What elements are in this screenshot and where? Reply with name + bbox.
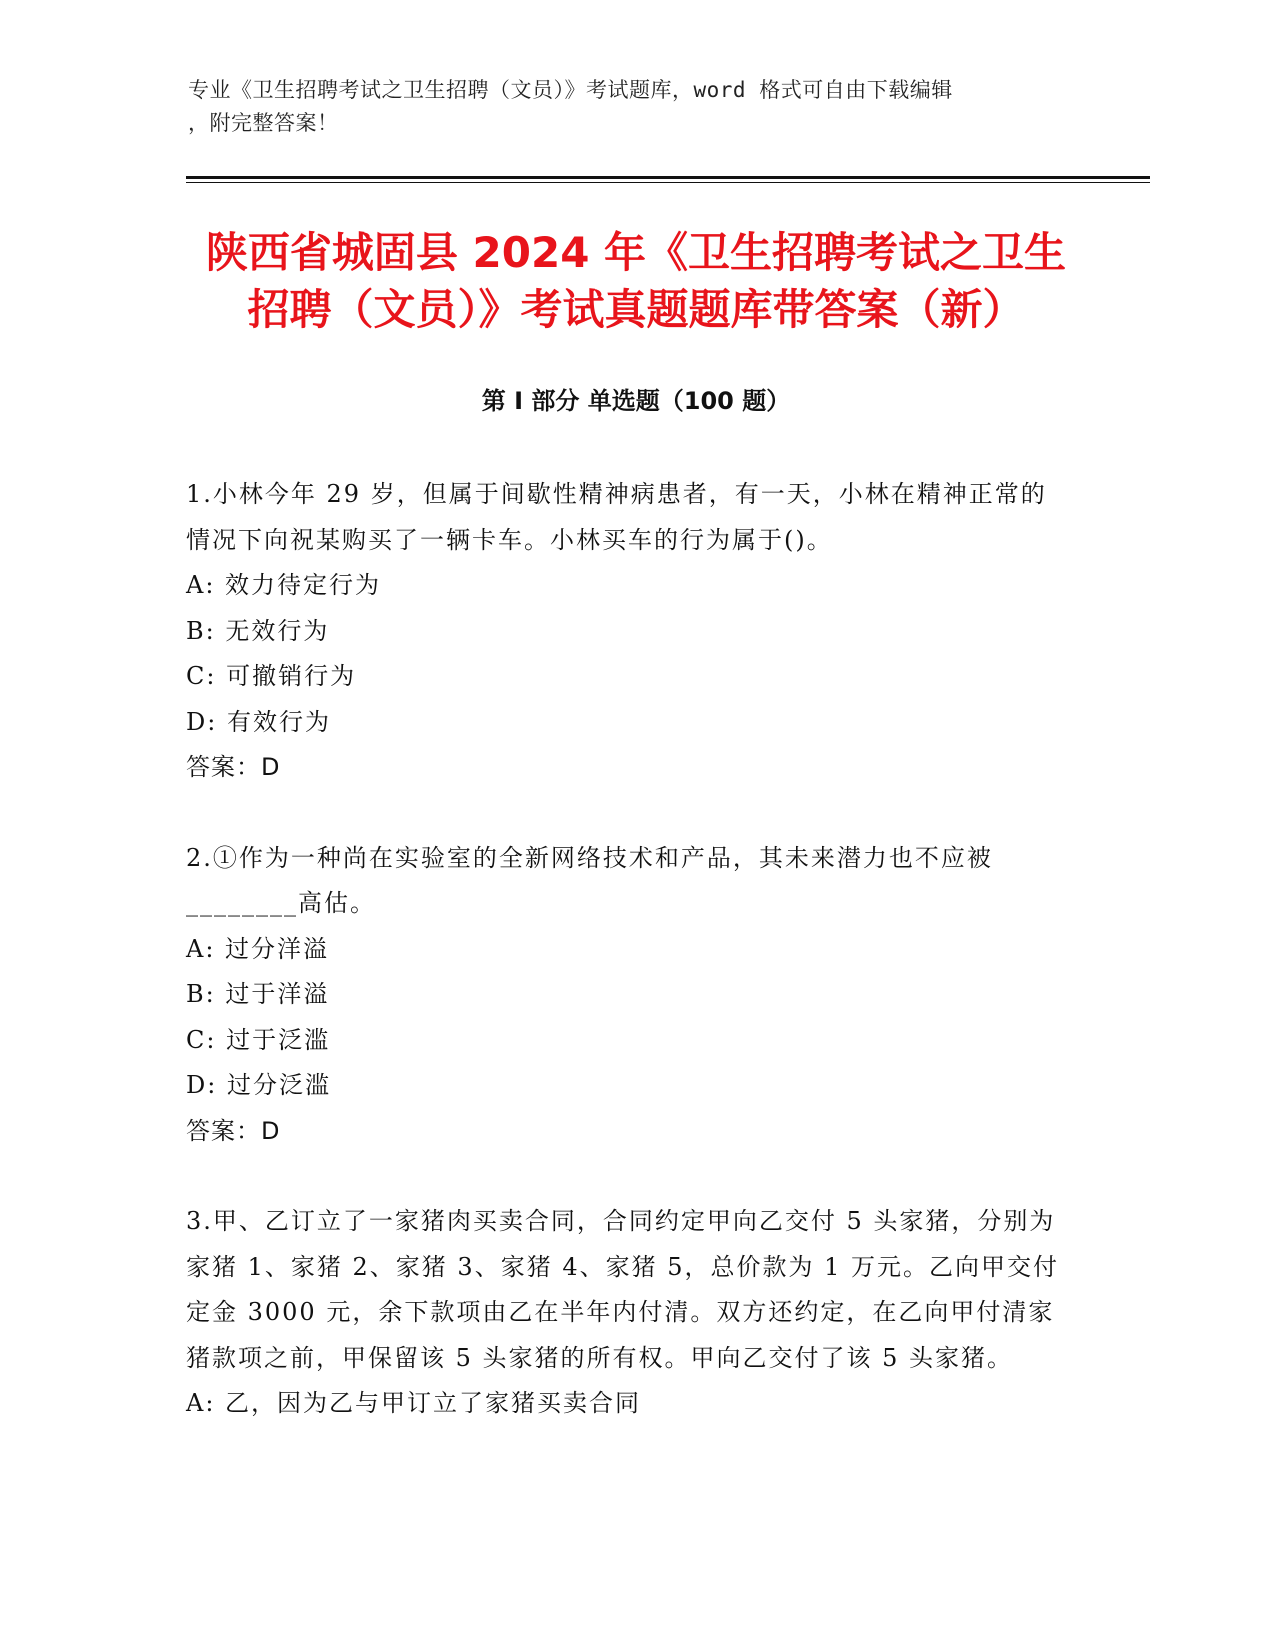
option-c: C: 过于泛滥 [186,1025,331,1054]
option-b: B: 无效行为 [186,616,330,645]
document-title [186,224,1086,338]
question-2 [186,836,1066,1155]
option-c: C: 可撤销行为 [186,662,357,690]
answer: 答案：D [186,1116,281,1145]
header-note-line-2: ，附完整答案！ [188,111,339,135]
question-stem: 3.甲、乙订立了一家猪肉买卖合同，合同约定甲向乙交付 5 头家猪，分别为家猪 1、家猪 2、家猪 3、家猪 4、家猪 5，总价款为 1 万元。乙向甲交付定金 3000 元，余下款项由乙在半年内付清。双方还约定，在乙向甲付清家猪款项之前，甲保留该 5 头家猪的所有权。甲向乙交付了该 5 头家猪。 [186,1207,1060,1372]
answer: 答案：D [186,753,281,781]
section-title: 第 I 部分 单选题（100 题） [481,387,791,415]
question-stem: 1.小林今年 29 岁，但属于间歇性精神病患者，有一天，小林在精神正常的情况下向祝某购买了一辆卡车。小林买车的行为属于()。 [186,480,1047,554]
option-a: A: 过分洋溢 [186,934,330,963]
question-1 [186,472,1066,791]
document-title-line-1: 陕西省城固县 2024 年《卫生招聘考试之卫生 [205,228,1067,277]
option-a: A: 乙，因为乙与甲订立了家猪买卖合同 [186,1389,642,1417]
question-3 [186,1199,1066,1427]
option-b: B: 过于洋溢 [186,980,330,1008]
option-d: D: 过分泛滥 [186,1071,331,1099]
option-a: A: 效力待定行为 [186,571,382,599]
header-note-line-1: 专业《卫生招聘考试之卫生招聘（文员）》考试题库，word 格式可自由下载编辑 [188,78,953,102]
option-d: D: 有效行为 [186,707,331,736]
question-list [186,472,1066,1472]
question-stem: 2.①作为一种尚在实验室的全新网络技术和产品，其未来潜力也不应被________高估。 [186,843,993,917]
header-note [188,74,1068,140]
header-divider-thick [186,176,1150,179]
header-divider-thin [186,182,1150,183]
document-title-line-2: 招聘（文员）》考试真题题库带答案（新） [247,285,1025,334]
